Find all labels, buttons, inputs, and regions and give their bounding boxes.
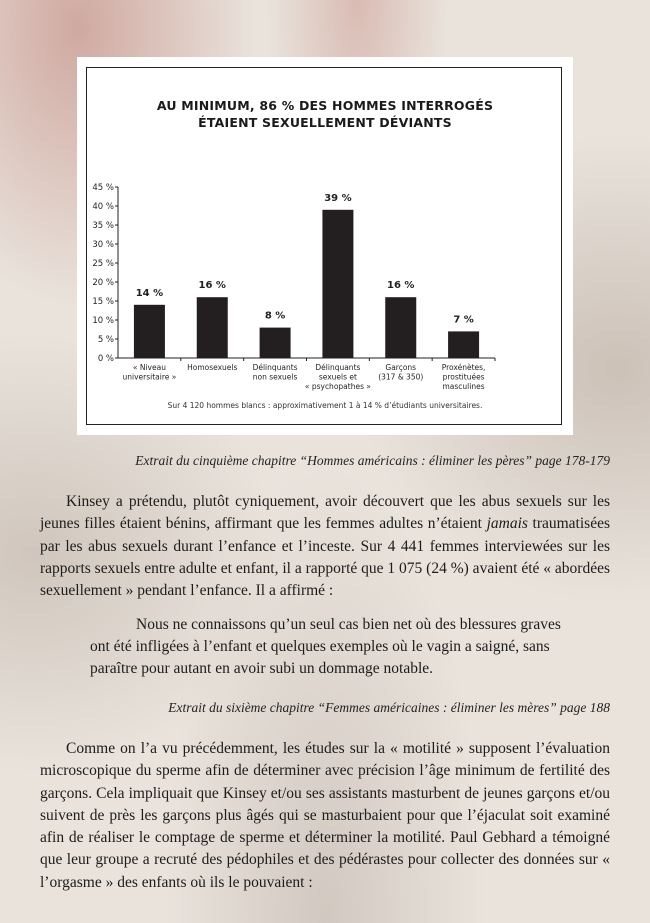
x-category-label: Délinquants bbox=[252, 363, 298, 372]
block-quote bbox=[90, 614, 570, 680]
bar-chart bbox=[77, 57, 573, 435]
bar-value-label: 16 % bbox=[387, 280, 415, 292]
chart-title-line1: AU MINIMUM, 86 % DES HOMMES INTERROGÉS bbox=[156, 98, 494, 113]
x-category-label: masculines bbox=[442, 382, 485, 391]
x-category-label: « psychopathes » bbox=[304, 382, 371, 391]
y-tick-label: 15 % bbox=[92, 297, 114, 307]
bar bbox=[385, 297, 416, 358]
y-tick-label: 25 % bbox=[92, 259, 114, 269]
paragraph-text-2: traumatisées par les abus sexuels durant l’enfance et l’inceste. Sur 4 441 femmes interviewées sur les rapports sexuels entre adulte et enfant, il a rapporté que 1 075 (24 %) avaient été « abordées sexuellement » pendant l’enfance. Il a affirmé : bbox=[40, 515, 610, 600]
y-tick-label: 40 % bbox=[92, 202, 114, 212]
bar-value-label: 7 % bbox=[453, 314, 474, 326]
y-tick-label: 5 % bbox=[97, 335, 114, 345]
y-tick-label: 35 % bbox=[92, 221, 114, 231]
paragraph-kinsey-claims bbox=[40, 491, 610, 602]
y-tick-label: 20 % bbox=[92, 278, 114, 288]
quote-caption: Extrait du sixième chapitre “Femmes américaines : éliminer les mères” page 188 bbox=[168, 700, 610, 715]
bar-value-label: 14 % bbox=[135, 287, 164, 299]
x-category-label: sexuels et bbox=[318, 372, 357, 382]
y-tick-label: 45 % bbox=[92, 183, 114, 193]
x-category-label: prostituées bbox=[442, 372, 485, 382]
bar-value-label: 39 % bbox=[324, 192, 352, 204]
paragraph-motility bbox=[40, 738, 610, 894]
paragraph-text-3: Comme on l’a vu précédemment, les études sur la « motilité » supposent l’évaluation microscopique du sperme afin de déterminer avec précision l’âge minimum de fertilité des garçons. Cela impliquait que Kinsey et/ou ses assistants masturbent de jeunes garçons et/ou suivent de près les garçons plus âgés qui se masturbaient pour que l’éjaculat soit examiné afin de réaliser le comptage de sperme et déterminer la motilité. Paul Gebhard a témoigné que leur groupe a recruté des pédophiles et des pédérastes pour collecter des données sur « l’orgasme » des enfants où ils le pouvaient : bbox=[40, 740, 610, 891]
bar-value-label: 16 % bbox=[198, 280, 226, 292]
y-tick-label: 10 % bbox=[92, 316, 114, 326]
chart-figure bbox=[77, 57, 573, 435]
emphasis-jamais: jamais bbox=[486, 515, 528, 533]
bar-value-label: 8 % bbox=[264, 310, 286, 322]
y-tick-label: 0 % bbox=[97, 354, 114, 364]
bar bbox=[260, 328, 291, 358]
bar bbox=[134, 305, 165, 358]
x-category-label: non sexuels bbox=[252, 372, 298, 382]
bar bbox=[197, 297, 228, 358]
bar bbox=[322, 210, 353, 358]
x-category-label: Homosexuels bbox=[187, 363, 238, 372]
x-category-label: universitaire » bbox=[122, 372, 177, 382]
chart-note: Sur 4 120 hommes blancs : approximativement 1 à 14 % d’étudiants universitaires. bbox=[167, 401, 483, 410]
chart-title-line2: ÉTAIENT SEXUELLEMENT DÉVIANTS bbox=[198, 115, 452, 130]
quote-text: Nous ne connaissons qu’un seul cas bien net où des blessures graves ont été infligées à l’enfant et quelques exemples où le vagin a saigné, sans paraître pour autant en avoir subi un dommage notable. bbox=[90, 616, 561, 677]
x-category-label: Garçons bbox=[385, 363, 417, 372]
x-category-label: Délinquants bbox=[315, 363, 361, 372]
x-category-label: « Niveau bbox=[132, 363, 166, 372]
bar bbox=[448, 331, 479, 358]
y-tick-label: 30 % bbox=[92, 240, 114, 250]
x-category-label: Proxénètes, bbox=[441, 363, 486, 372]
chart-caption: Extrait du cinquième chapitre “Hommes américains : éliminer les pères” page 178-179 bbox=[135, 453, 610, 468]
paragraph-text-1: Kinsey a prétendu, plutôt cyniquement, avoir découvert que les abus sexuels sur les jeunes filles étaient bénins, affirmant que les femmes adultes n’étaient bbox=[40, 493, 610, 533]
x-category-label: (317 & 350) bbox=[378, 372, 424, 382]
